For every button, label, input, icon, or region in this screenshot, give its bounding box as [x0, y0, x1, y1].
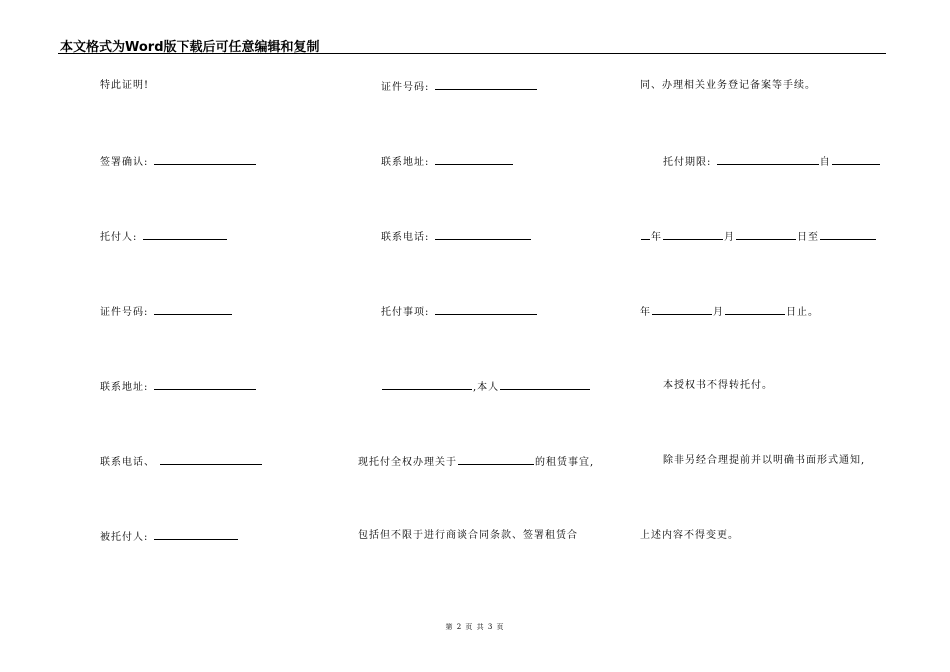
agent-id-label: 证件号码: [381, 82, 430, 93]
agent-address-blank[interactable] [435, 154, 513, 165]
principal-address-blank[interactable] [154, 379, 256, 390]
statement-text: 特此证明! [100, 80, 150, 91]
start-day-blank[interactable] [736, 229, 796, 240]
principal-phone-blank[interactable] [160, 454, 262, 465]
right-line-no-transfer [663, 379, 773, 393]
signature-confirm-blank[interactable] [154, 154, 256, 165]
left-line-statement [100, 79, 149, 93]
end-day-blank[interactable] [725, 304, 785, 315]
principal-label: 托付人: [100, 232, 138, 243]
start-month-blank[interactable] [663, 229, 723, 240]
middle-line-id-number [381, 79, 538, 95]
end-month-text: 月 [713, 307, 724, 318]
procedures-text: 同、办理相关业务登记备案等手续。 [640, 80, 816, 91]
end-day-text: 日止。 [786, 307, 819, 318]
term-label: 托付期限: [663, 157, 712, 168]
notice-text: 除非另经合理提前并以明确书面形式通知, [663, 455, 866, 466]
end-year-blank[interactable] [820, 229, 876, 240]
agent-address-label: 联系地址: [381, 157, 430, 168]
principal-phone-label: 联系电话、 [100, 457, 155, 468]
principal-id-blank[interactable] [154, 304, 232, 315]
middle-line-matter [381, 304, 538, 320]
left-line-phone [100, 454, 263, 470]
end-month-blank[interactable] [652, 304, 712, 315]
signature-confirm-label: 签署确认: [100, 157, 149, 168]
self-name-blank[interactable] [500, 379, 590, 390]
right-line-term [663, 154, 881, 170]
right-line-notice [663, 454, 865, 468]
authorize-suffix: 的租赁事宜, [535, 457, 595, 468]
middle-line-self [381, 379, 591, 395]
left-line-id-number [100, 304, 233, 320]
principal-blank[interactable] [143, 229, 227, 240]
scope-text: 包括但不限于进行商谈合同条款、签署租赁合 [358, 530, 578, 541]
left-line-agent [100, 529, 239, 545]
term-from-blank[interactable] [832, 154, 880, 165]
middle-line-phone [381, 229, 532, 245]
right-line-procedures [640, 79, 816, 93]
lease-subject-blank[interactable] [458, 454, 534, 465]
left-line-principal [100, 229, 228, 245]
left-line-signature-confirm [100, 154, 257, 170]
right-line-no-change [640, 529, 739, 543]
middle-line-scope [358, 529, 578, 543]
no-transfer-text: 本授权书不得转托付。 [663, 380, 773, 391]
end-year-text: 年 [640, 307, 651, 318]
authorize-prefix: 现托付全权办理关于 [358, 457, 457, 468]
document-header-title: 本文格式为Word版下载后可任意编辑和复制 [60, 40, 320, 55]
matter-detail-blank[interactable] [382, 379, 472, 390]
agent-blank[interactable] [154, 529, 238, 540]
entrusted-matter-label: 托付事项: [381, 307, 430, 318]
right-line-end-date [640, 304, 819, 320]
principal-id-label: 证件号码: [100, 307, 149, 318]
middle-line-address [381, 154, 514, 170]
term-from-text: 自 [819, 157, 831, 168]
start-month-text: 月 [724, 232, 735, 243]
agent-phone-blank[interactable] [435, 229, 531, 240]
left-line-address [100, 379, 257, 395]
agent-label: 被托付人: [100, 532, 149, 543]
term-blank[interactable] [717, 154, 819, 165]
start-year-blank[interactable] [641, 229, 650, 240]
agent-phone-label: 联系电话: [381, 232, 430, 243]
middle-line-authorize [358, 454, 594, 470]
start-day-text: 日至 [797, 232, 819, 243]
page-number: 第 2 页 共 3 页 [445, 623, 505, 631]
agent-id-blank[interactable] [435, 79, 537, 90]
entrusted-matter-blank[interactable] [435, 304, 537, 315]
start-year-text: 年 [651, 232, 662, 243]
header-divider [58, 53, 886, 54]
self-text: ,本人 [473, 382, 500, 393]
no-change-text: 上述内容不得变更。 [640, 530, 739, 541]
right-line-start-date [640, 229, 877, 245]
principal-address-label: 联系地址: [100, 382, 149, 393]
